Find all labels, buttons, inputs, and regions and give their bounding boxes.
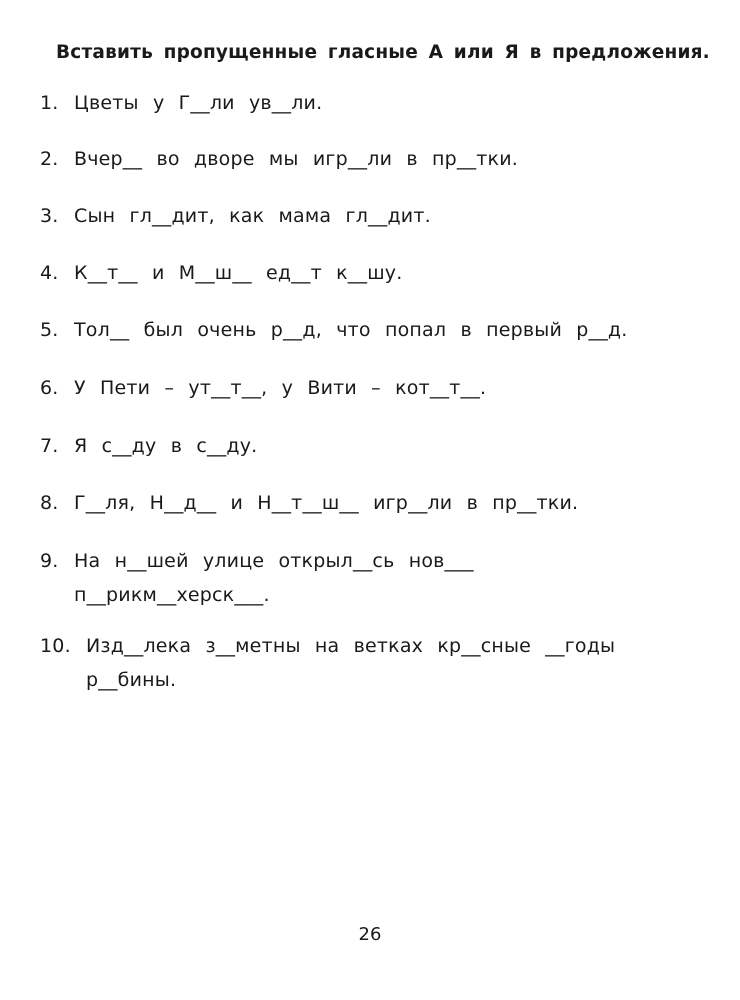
item-text: Я с__ду в с__ду. bbox=[74, 435, 258, 457]
item-text: Цветы у Г__ли ув__ли. bbox=[74, 92, 323, 114]
item-number: 6. bbox=[40, 377, 59, 399]
item-text: Тол__ был очень р__д, что попал в первый р__д. bbox=[74, 319, 628, 341]
worksheet-title: Вставить пропущенные гласные А или Я в предложения. bbox=[56, 42, 710, 63]
item-number: 10. bbox=[40, 635, 71, 657]
item-text-continued: р__бины. bbox=[86, 669, 177, 691]
item-number: 8. bbox=[40, 492, 59, 514]
item-text-continued: п__рикм__херск___. bbox=[74, 584, 270, 606]
item-number: 4. bbox=[40, 262, 59, 284]
item-number: 7. bbox=[40, 435, 59, 457]
item-number: 3. bbox=[40, 205, 59, 227]
item-number: 9. bbox=[40, 550, 59, 572]
item-text: У Пети – ут__т__, у Вити – кот__т__. bbox=[74, 377, 487, 399]
item-text: К__т__ и М__ш__ ед__т к__шу. bbox=[74, 262, 403, 284]
exercise-item bbox=[40, 86, 700, 120]
exercise-item bbox=[40, 629, 700, 697]
item-text: Сын гл__дит, как мама гл__дит. bbox=[74, 205, 431, 227]
item-text: Г__ля, Н__д__ и Н__т__ш__ игр__ли в пр__тки. bbox=[74, 492, 579, 514]
exercise-item bbox=[40, 544, 700, 612]
item-text: Вчер__ во дворе мы игр__ли в пр__тки. bbox=[74, 148, 519, 170]
exercise-item bbox=[40, 142, 700, 176]
exercise-item bbox=[40, 256, 700, 290]
page-number: 26 bbox=[358, 924, 382, 945]
exercise-item bbox=[40, 313, 700, 347]
item-number: 1. bbox=[40, 92, 59, 114]
exercise-item bbox=[40, 371, 700, 405]
item-number: 2. bbox=[40, 148, 59, 170]
exercise-item bbox=[40, 429, 700, 463]
exercise-item bbox=[40, 486, 700, 520]
item-number: 5. bbox=[40, 319, 59, 341]
exercise-item bbox=[40, 199, 700, 233]
item-text: На н__шей улице открыл__сь нов___ bbox=[74, 550, 474, 572]
item-text: Изд__лека з__метны на ветках кр__сные __годы bbox=[86, 635, 616, 657]
